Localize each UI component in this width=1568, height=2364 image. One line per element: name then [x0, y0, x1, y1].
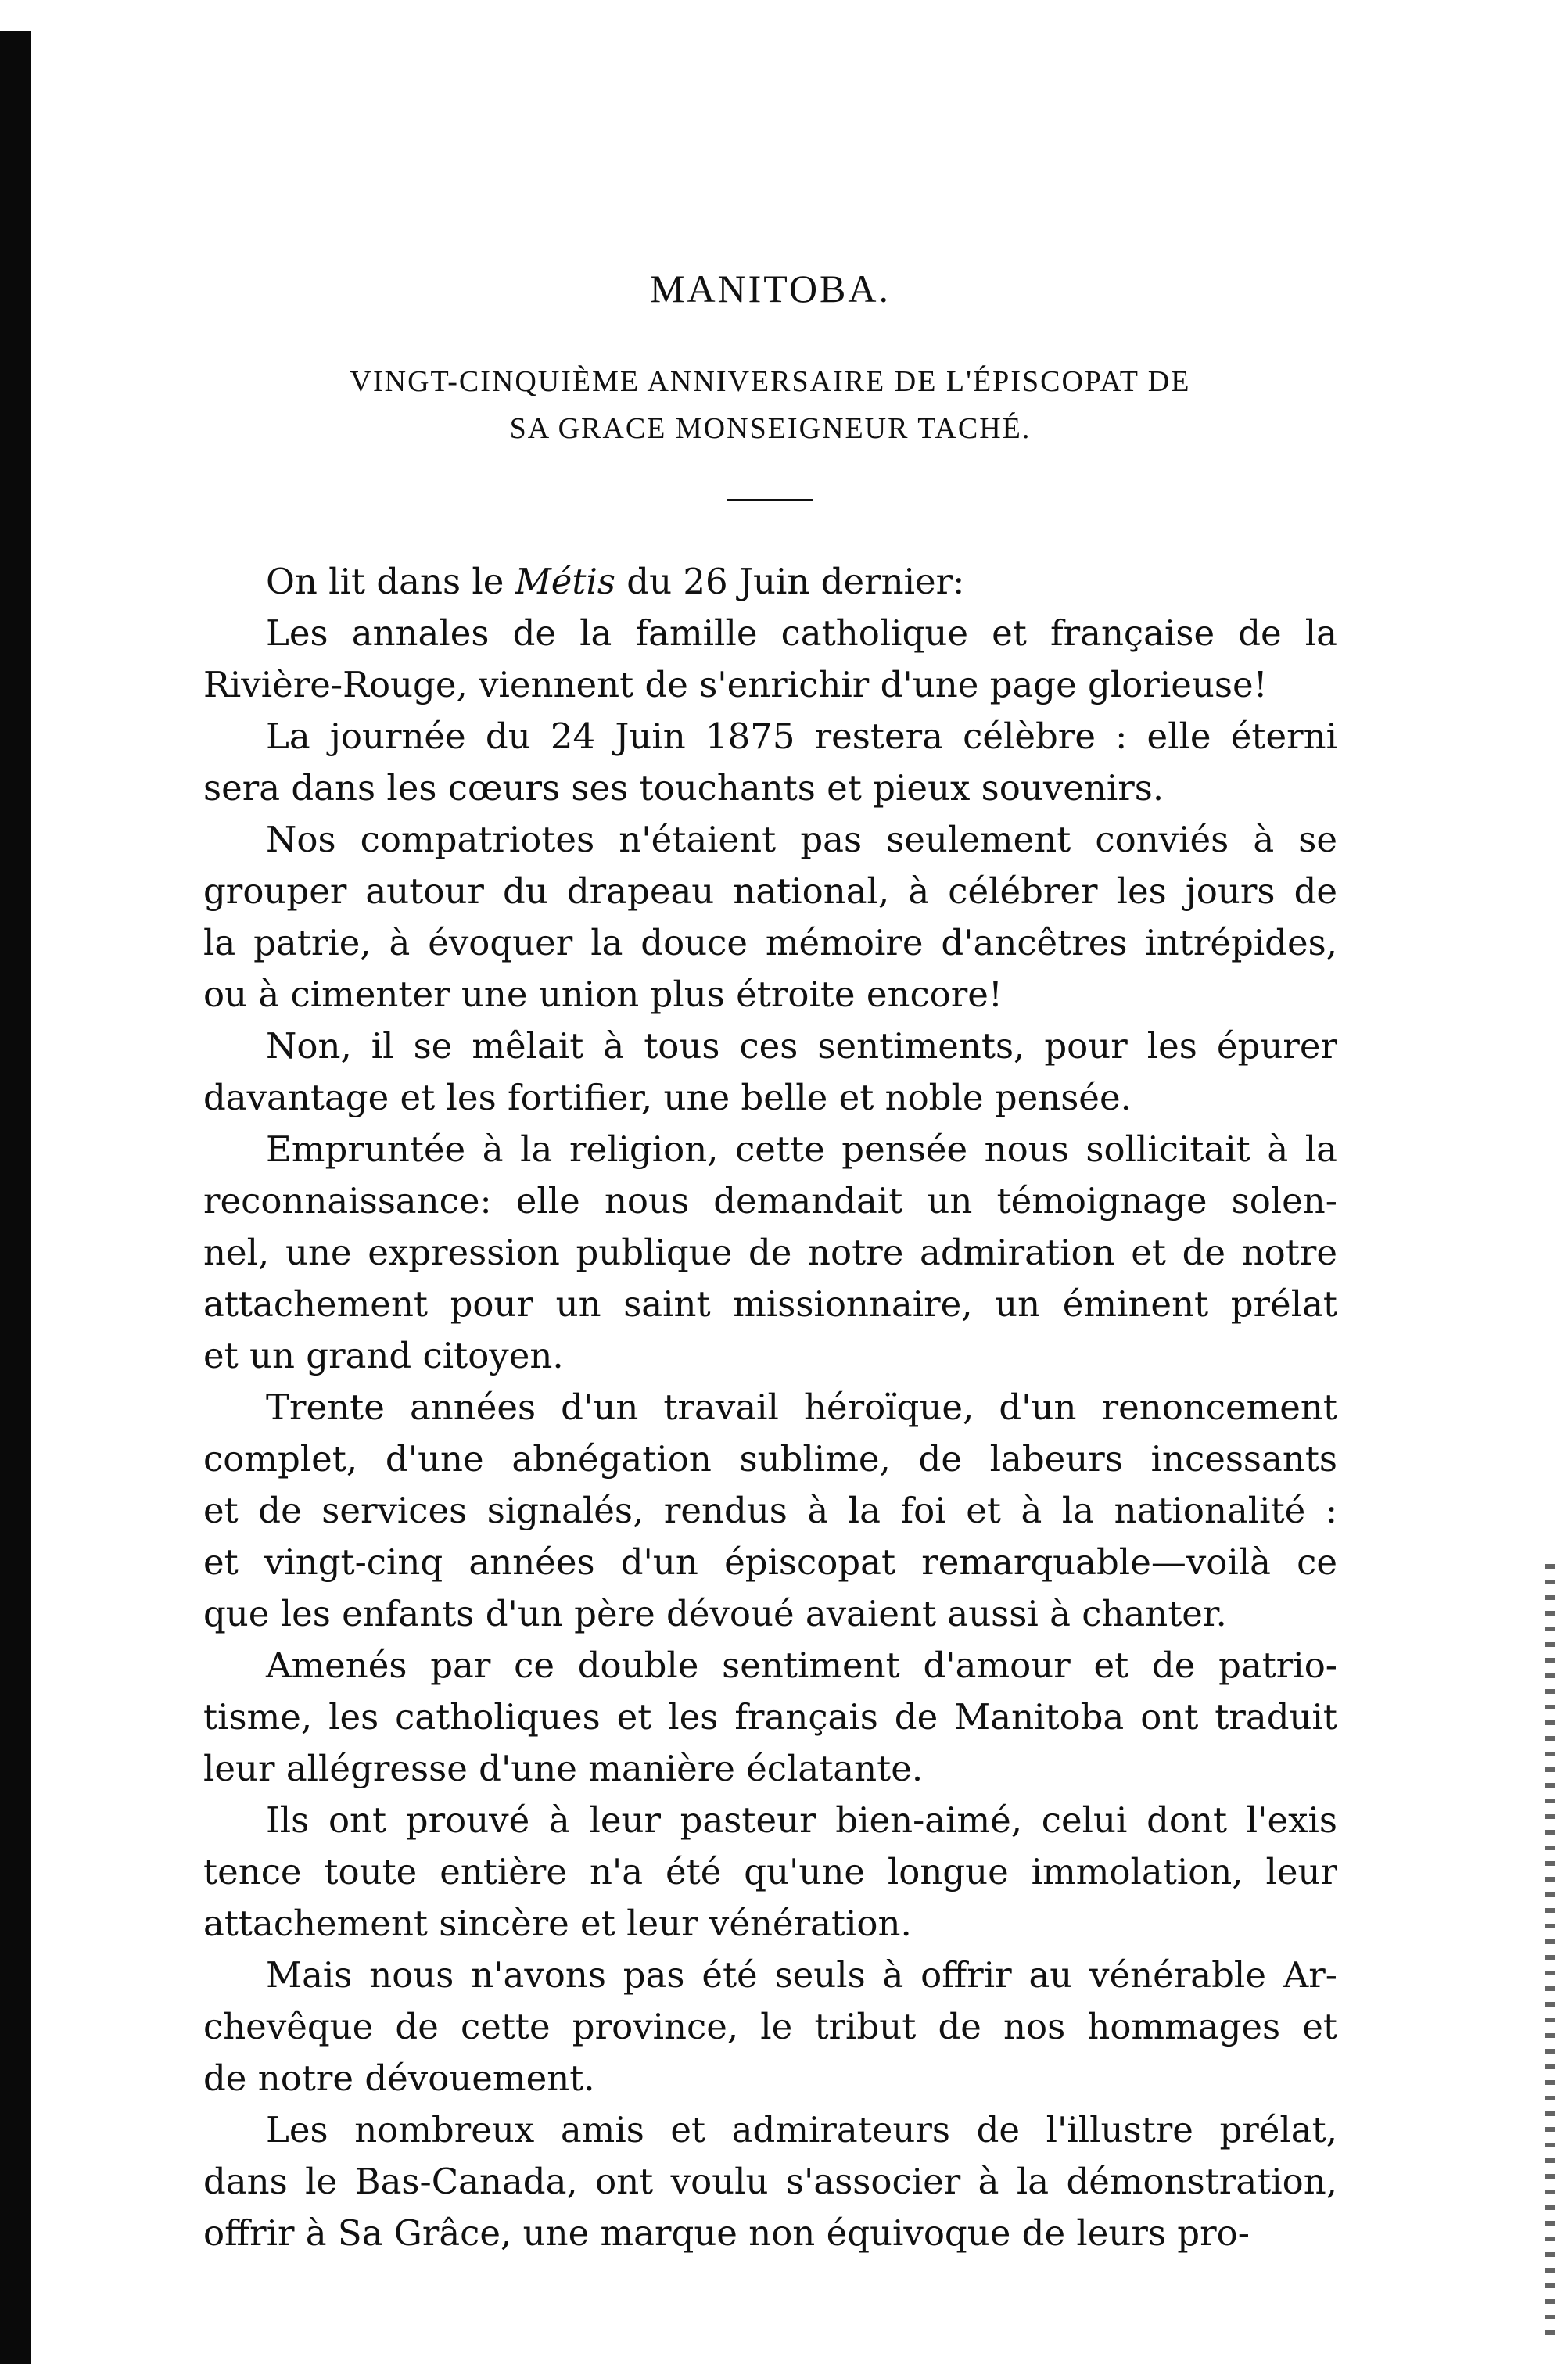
- paragraph-line: attachement pour un saint missionnaire, un éminent prélat: [203, 1283, 1337, 1325]
- paragraph-line: Trente années d'un travail héroïque, d'un renoncement: [266, 1386, 1337, 1428]
- paragraph-line: que les enfants d'un père dévoué avaient aussi à chanter.: [203, 1593, 1227, 1634]
- paragraph: [203, 608, 1337, 711]
- paragraph-line: de notre dévouement.: [203, 2057, 595, 2099]
- title-divider: [727, 499, 813, 501]
- document-page: [203, 266, 1337, 2259]
- paragraph-line: dans le Bas-Canada, ont voulu s'associer à la démonstration,: [203, 2161, 1337, 2202]
- paragraph-line: et un grand citoyen.: [203, 1335, 564, 1376]
- paragraph-line: grouper autour du drapeau national, à célébrer les jours de: [203, 870, 1337, 912]
- paragraph-line: La journée du 24 Juin 1875 restera célèbre : elle éterni: [266, 716, 1337, 757]
- paragraph-line: chevêque de cette province, le tribut de nos hommages et: [203, 2006, 1337, 2047]
- paragraph: [203, 1124, 1337, 1382]
- paragraph-line: Les nombreux amis et admirateurs de l'illustre prélat,: [266, 2109, 1337, 2151]
- paragraph-line: ou à cimenter une union plus étroite encore!: [203, 974, 1003, 1015]
- paragraph-line: Les annales de la famille catholique et française de la: [266, 612, 1337, 654]
- intro-line: [266, 556, 1337, 608]
- subtitle-line: SA GRACE MONSEIGNEUR TACHÉ.: [509, 412, 1032, 445]
- paragraph-line: Rivière-Rouge, viennent de s'enrichir d'une page glorieuse!: [203, 664, 1268, 705]
- paragraph-line: davantage et les fortifier, une belle et noble pensée.: [203, 1077, 1132, 1118]
- paragraph-line: la patrie, à évoquer la douce mémoire d'ancêtres intrépides,: [203, 922, 1337, 963]
- paragraph-line: Empruntée à la religion, cette pensée nous sollicitait à la: [266, 1128, 1337, 1170]
- paragraph-line: leur allégresse d'une manière éclatante.: [203, 1748, 924, 1789]
- paragraph: [203, 1021, 1337, 1124]
- paragraph: [203, 1382, 1337, 1640]
- paragraph: [203, 1795, 1337, 1950]
- paragraph-line: Non, il se mêlait à tous ces sentiments, pour les épurer: [266, 1025, 1337, 1067]
- paragraph: [203, 2104, 1337, 2259]
- paragraph-line: Nos compatriotes n'étaient pas seulement conviés à se: [266, 819, 1337, 860]
- paragraph-line: attachement sincère et leur vénération.: [203, 1903, 912, 1944]
- intro-suffix: du 26 Juin dernier:: [615, 561, 965, 602]
- paragraph: [203, 814, 1337, 1021]
- paragraph-line: tisme, les catholiques et les français de Manitoba ont traduit: [203, 1696, 1337, 1738]
- paragraph-line: Ils ont prouvé à leur pasteur bien-aimé, celui dont l'exis: [266, 1799, 1337, 1841]
- paragraph-line: Amenés par ce double sentiment d'amour et de patrio-: [266, 1645, 1337, 1686]
- intro-prefix: On lit dans le: [266, 561, 515, 602]
- paragraph-line: et vingt-cinq années d'un épiscopat remarquable—voilà ce: [203, 1541, 1337, 1583]
- subtitle-line: VINGT-CINQUIÈME ANNIVERSAIRE DE L'ÉPISCOPAT DE: [350, 365, 1191, 398]
- paragraph: [203, 1950, 1337, 2104]
- page-binding-edge: [0, 31, 31, 2364]
- page-title: MANITOBA.: [649, 267, 892, 310]
- paragraph-line: Mais nous n'avons pas été seuls à offrir au vénérable Ar-: [266, 1954, 1337, 1996]
- paragraph: [203, 711, 1337, 814]
- paragraph: [203, 1640, 1337, 1795]
- paragraph-line: tence toute entière n'a été qu'une longue immolation, leur: [203, 1851, 1337, 1892]
- paragraph-line: nel, une expression publique de notre admiration et de notre: [203, 1232, 1337, 1273]
- page-right-edge-marks: [1545, 1564, 1555, 2346]
- paragraph-line: sera dans les cœurs ses touchants et pieux souvenirs.: [203, 767, 1164, 809]
- page-subtitle: [203, 358, 1337, 452]
- intro-source: Métis: [515, 561, 615, 602]
- paragraph-line: offrir à Sa Grâce, une marque non équivoque de leurs pro-: [203, 2212, 1250, 2254]
- body-text: [203, 608, 1337, 2259]
- paragraph-line: complet, d'une abnégation sublime, de labeurs incessants: [203, 1438, 1337, 1480]
- paragraph-line: reconnaissance: elle nous demandait un témoignage solen-: [203, 1180, 1337, 1221]
- paragraph-line: et de services signalés, rendus à la foi et à la nationalité :: [203, 1490, 1337, 1531]
